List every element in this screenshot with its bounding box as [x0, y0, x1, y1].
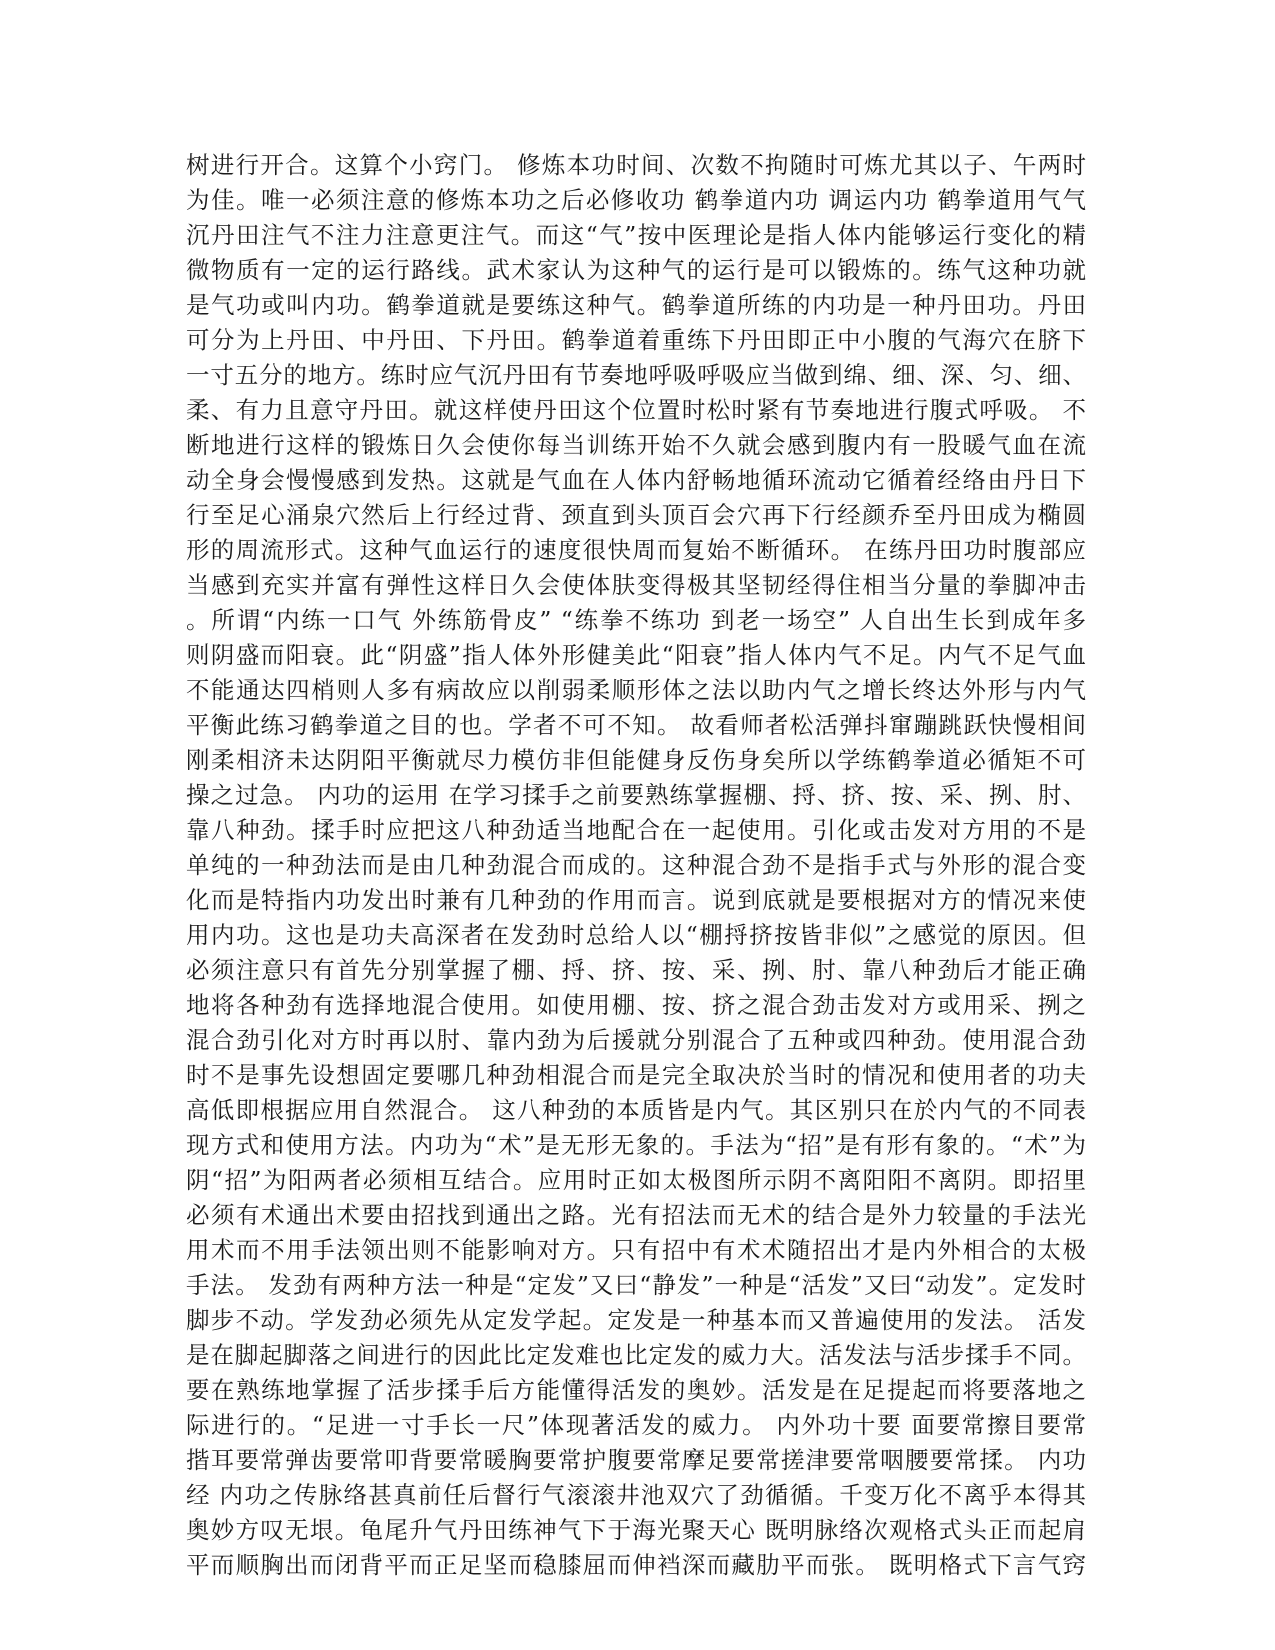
text-line: 际进行的。“足进一寸手长一尺”体现著活发的威力。 内外功十要 面要常擦目要常 — [186, 1411, 1086, 1439]
text-line: 靠八种劲。揉手时应把这八种劲适当地配合在一起使用。引化或击发对方用的不是 — [186, 816, 1086, 844]
text-line: 地将各种劲有选择地混合使用。如使用棚、按、挤之混合劲击发对方或用采、挒之 — [186, 991, 1086, 1019]
text-line: 用术而不用手法领出则不能影响对方。只有招中有术术随招出才是内外相合的太极 — [186, 1236, 1086, 1264]
text-line: 经 内功之传脉络甚真前任后督行气滚滚井池双穴了劲循循。千变万化不离乎本得其 — [186, 1481, 1086, 1509]
text-line: 手法。 发劲有两种方法一种是“定发”又曰“静发”一种是“活发”又曰“动发”。定发时 — [186, 1271, 1086, 1299]
text-line: 是在脚起脚落之间进行的因此比定发难也比定发的威力大。活发法与活步揉手不同。 — [186, 1341, 1086, 1369]
text-line: 沉丹田注气不注力注意更注气。而这“气”按中医理论是指人体内能够运行变化的精 — [186, 221, 1086, 249]
text-line: 高低即根据应用自然混合。 这八种劲的本质皆是内气。其区别只在於内气的不同表 — [186, 1096, 1086, 1124]
text-line: 可分为上丹田、中丹田、下丹田。鹤拳道着重练下丹田即正中小腹的气海穴在脐下 — [186, 326, 1086, 354]
body-text — [186, 148, 1086, 1583]
text-line: 一寸五分的地方。练时应气沉丹田有节奏地呼吸呼吸应当做到绵、细、深、匀、细、 — [186, 361, 1086, 389]
text-line: 是气功或叫内功。鹤拳道就是要练这种气。鹤拳道所练的内功是一种丹田功。丹田 — [186, 291, 1086, 319]
text-line: 奥妙方叹无垠。龟尾升气丹田练神气下于海光聚天心 既明脉络次观格式头正而起肩 — [186, 1516, 1086, 1544]
text-line: 必须注意只有首先分别掌握了棚、捋、挤、按、采、挒、肘、靠八种劲后才能正确 — [186, 956, 1086, 984]
text-line: 当感到充实并富有弹性这样日久会使体肤变得极其坚韧经得住相当分量的拳脚冲击 — [186, 571, 1086, 599]
text-line: 动全身会慢慢感到发热。这就是气血在人体内舒畅地循环流动它循着经络由丹日下 — [186, 466, 1086, 494]
text-line: 则阴盛而阳衰。此“阴盛”指人体外形健美此“阳衰”指人体内气不足。内气不足气血 — [186, 641, 1086, 669]
text-line: 刚柔相济未达阴阳平衡就尽力模仿非但能健身反伤身矣所以学练鹤拳道必循矩不可 — [186, 746, 1086, 774]
text-line: 形的周流形式。这种气血运行的速度很快周而复始不断循环。 在练丹田功时腹部应 — [186, 536, 1086, 564]
text-line: 混合劲引化对方时再以肘、靠内劲为后援就分别混合了五种或四种劲。使用混合劲 — [186, 1026, 1086, 1054]
text-line: 平而顺胸出而闭背平而正足坚而稳膝屈而伸裆深而藏肋平而张。 既明格式下言气窍 — [186, 1551, 1086, 1579]
text-line: 为佳。唯一必须注意的修炼本功之后必修收功 鹤拳道内功 调运内功 鹤拳道用气气 — [186, 186, 1086, 214]
text-line: 柔、有力且意守丹田。就这样使丹田这个位置时松时紧有节奏地进行腹式呼吸。 不 — [186, 396, 1086, 424]
text-line: 操之过急。 内功的运用 在学习揉手之前要熟练掌握棚、捋、挤、按、采、挒、肘、 — [186, 781, 1086, 809]
text-line: 揩耳要常弹齿要常叩背要常暖胸要常护腹要常摩足要常搓津要常咽腰要常揉。 内功 — [186, 1446, 1086, 1474]
text-line: 化而是特指内功发出时兼有几种劲的作用而言。说到底就是要根据对方的情况来使 — [186, 886, 1086, 914]
text-line: 单纯的一种劲法而是由几种劲混合而成的。这种混合劲不是指手式与外形的混合变 — [186, 851, 1086, 879]
text-line: 平衡此练习鹤拳道之目的也。学者不可不知。 故看师者松活弹抖窜蹦跳跃快慢相间 — [186, 711, 1086, 739]
text-line: 行至足心涌泉穴然后上行经过背、颈直到头顶百会穴再下行经颜乔至丹田成为椭圆 — [186, 501, 1086, 529]
text-line: 脚步不动。学发劲必须先从定发学起。定发是一种基本而又普遍使用的发法。 活发 — [186, 1306, 1086, 1334]
text-line: 断地进行这样的锻炼日久会使你每当训练开始不久就会感到腹内有一股暖气血在流 — [186, 431, 1086, 459]
text-line: 阴“招”为阳两者必须相互结合。应用时正如太极图所示阴不离阳阳不离阴。即招里 — [186, 1166, 1086, 1194]
text-line: 现方式和使用方法。内功为“术”是无形无象的。手法为“招”是有形有象的。“术”为 — [186, 1131, 1086, 1159]
text-line: 必须有术通出术要由招找到通出之路。光有招法而无术的结合是外力较量的手法光 — [186, 1201, 1086, 1229]
text-line: 时不是事先设想固定要哪几种劲相混合而是完全取决於当时的情况和使用者的功夫 — [186, 1061, 1086, 1089]
text-line: 不能通达四梢则人多有病故应以削弱柔顺形体之法以助内气之增长终达外形与内气 — [186, 676, 1086, 704]
text-line: 要在熟练地掌握了活步揉手后方能懂得活发的奥妙。活发是在足提起而将要落地之 — [186, 1376, 1086, 1404]
text-line: 。所谓“内练一口气 外练筋骨皮” “练拳不练功 到老一场空” 人自出生长到成年多 — [186, 606, 1086, 634]
text-line: 用内功。这也是功夫高深者在发劲时总给人以“棚捋挤按皆非似”之感觉的原因。但 — [186, 921, 1086, 949]
text-line: 树进行开合。这算个小窍门。 修炼本功时间、次数不拘随时可炼尤其以子、午两时 — [186, 151, 1086, 179]
text-line: 微物质有一定的运行路线。武术家认为这种气的运行是可以锻炼的。练气这种功就 — [186, 256, 1086, 284]
